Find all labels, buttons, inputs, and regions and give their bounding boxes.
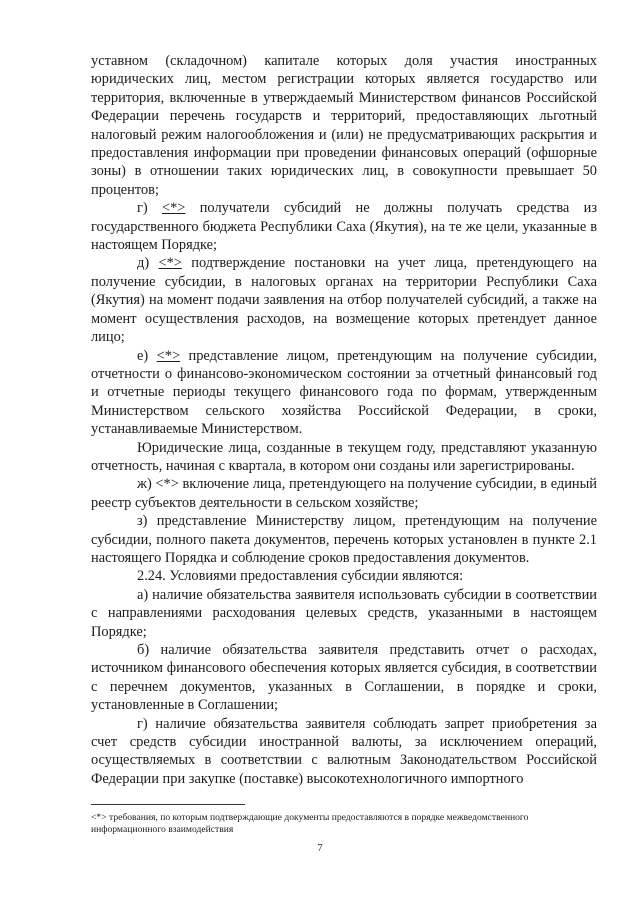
footnote-divider [91,804,245,805]
footnote-ref: <*> [156,347,181,364]
item-marker: е) [137,347,157,364]
footnote: <*> требования, по которым подтверждающие документы предоставляются в порядке межведомственного информационного взаимодействия [91,812,529,835]
page-number: 7 [317,842,323,854]
paragraph-zh: ж) <*> включение лица, претендующего на получение субсидии, в единый реестр субъектов деятельности в сельском хозяйстве; [91,476,597,511]
paragraph-text: получатели субсидий не должны получать средства из государственного бюджета Республики Саха (Якутия), на те же цели, указанные в настоящем Порядке; [91,200,597,254]
paragraph-text: подтверждение постановки на учет лица, претендующего на получение субсидии, в налоговых органах на территории Республики Саха (Якутия) на момент подачи заявления на отбор получателей субсидий, а также на момент осуществления расходов, на возмещение которых претендует данное лицо; [91,255,597,346]
paragraph-legal-entities: Юридические лица, созданные в текущем году, представляют указанную отчетность, начиная с квартала, в котором они созданы или зарегистрированы. [91,439,597,474]
paragraph-a: а) наличие обязательства заявителя использовать субсидии в соответствии с направлениями расходования целевых средств, указанными в настоящем Порядке; [91,586,597,640]
paragraph-g [91,199,597,254]
footnote-ref: <*> [162,200,186,217]
section-heading-2-24: 2.24. Условиями предоставления субсидии являются: [137,568,464,585]
document-body [91,52,597,788]
paragraph-text: представление лицом, претендующим на получение субсидии, отчетности о финансово-экономическом состоянии за отчетный финансовый год и отчетные периоды текущего финансового года по формам, утвержденным Министерством сельского хозяйства Российской Федерации, в сроки, устанавливаемые Министерством. [91,347,597,438]
item-marker: г) [137,200,162,217]
item-marker: д) [137,255,159,272]
paragraph-d [91,254,597,346]
paragraph-0: уставном (складочном) капитале которых доля участия иностранных юридических лиц, местом регистрации которых является государство или территория, включенные в утверждаемый Министерством финансов Российской Федерации перечень государств и территорий, предоставляющих льготный налоговый режим налогообложения и (или) не предусматривающих раскрытия и предоставления информации при проведении финансовых операций (офшорные зоны) в отношении таких юридических лиц, в совокупности превышает 50 процентов; [91,53,597,198]
paragraph-g2: г) наличие обязательства заявителя соблюдать запрет приобретения за счет средств субсидии иностранной валюты, за исключением операций, осуществляемых в соответствии с валютным Законодательством Российской Федерации при закупке (поставке) высокотехнологичного импортного [91,715,597,787]
paragraph-b: б) наличие обязательства заявителя представить отчет о расходах, источником финансового обеспечения которых является субсидия, в соответствии с перечнем документов, указанных в Соглашении, в порядке и сроки, установленные в Соглашении; [91,642,597,714]
paragraph-e [91,347,597,439]
footnote-ref: <*> [158,255,182,272]
paragraph-z: з) представление Министерству лицом, претендующим на получение субсидии, полного пакета документов, перечень которых установлен в пункте 2.1 настоящего Порядка и соблюдение сроков предоставления документов. [91,513,597,566]
